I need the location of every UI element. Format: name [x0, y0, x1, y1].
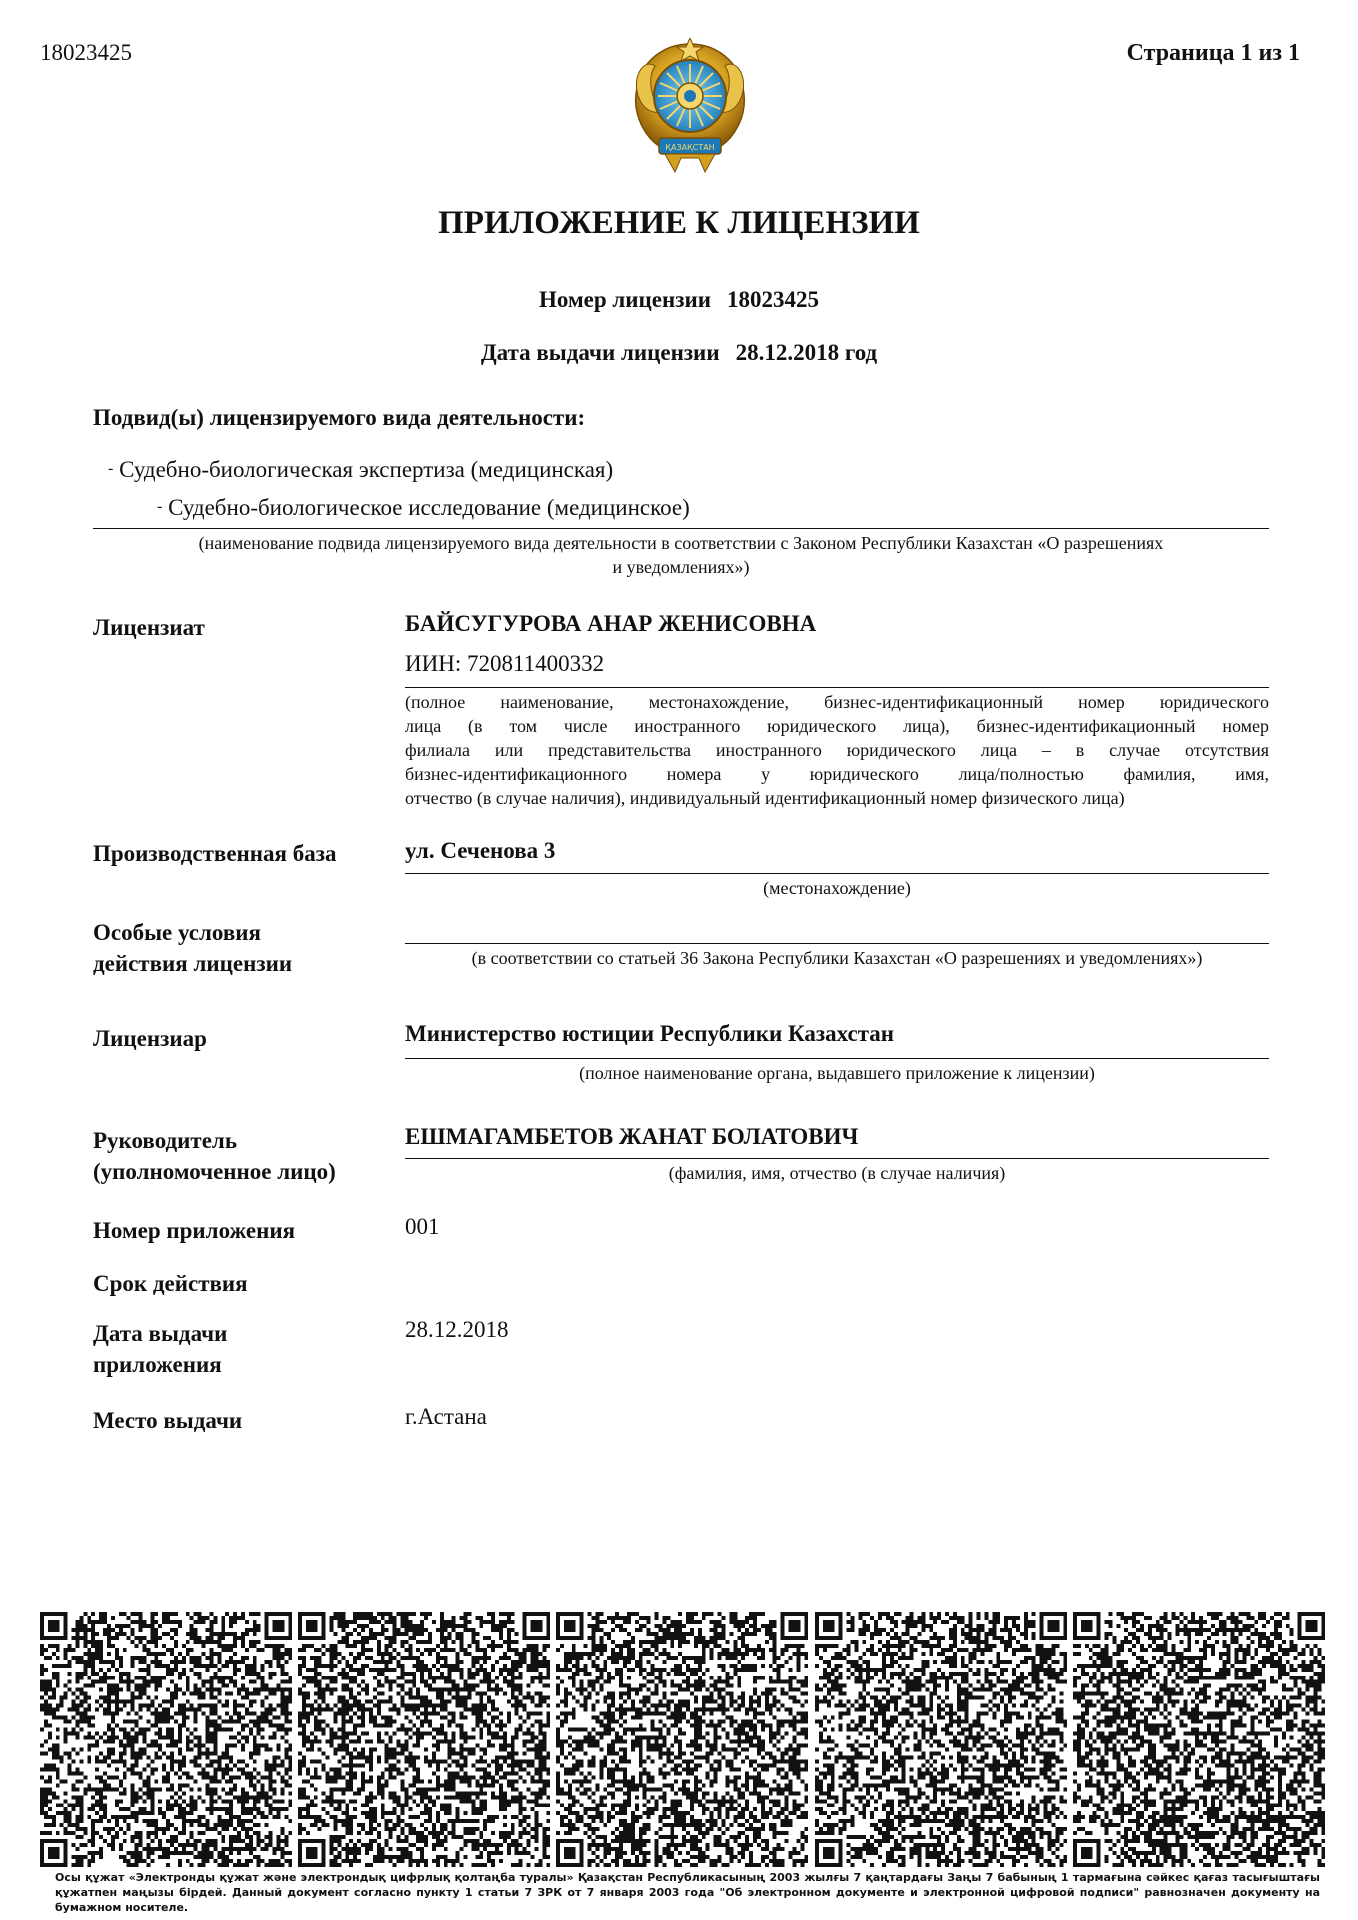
licensor-value: Министерство юстиции Республики Казахстан — [405, 1021, 895, 1046]
special-conditions-label: Особые условия действия лицензии — [93, 920, 293, 976]
subtype-item: - Судебно-биологическая экспертиза (медицинская) — [108, 457, 614, 482]
document-title: ПРИЛОЖЕНИЕ К ЛИЦЕНЗИИ — [438, 205, 920, 241]
head-label: Руководитель (уполномоченное лицо) — [93, 1128, 336, 1184]
qr-code-icon — [815, 1612, 1067, 1867]
svg-text:ҚАЗАҚСТАН: ҚАЗАҚСТАН — [665, 143, 715, 152]
license-number-label: Номер лицензии — [539, 287, 711, 312]
divider — [405, 687, 1269, 688]
appendix-number-label: Номер приложения — [93, 1218, 296, 1243]
production-base-label: Производственная база — [93, 841, 337, 866]
qr-code-icon — [298, 1612, 550, 1867]
special-conditions-note: (в соответствии со статьей 36 Закона Республики Казахстан «О разрешениях и уведомлениях») — [471, 948, 1203, 968]
head-value: ЕШМАГАМБЕТОВ ЖАНАТ БОЛАТОВИЧ — [405, 1124, 859, 1149]
appendix-date-value: 28.12.2018 — [405, 1317, 509, 1342]
divider — [93, 528, 1269, 529]
license-number-line — [0, 287, 1358, 313]
license-number-value: 18023425 — [726, 287, 819, 312]
qr-code-strip — [40, 1612, 1325, 1867]
qr-code-icon — [40, 1612, 292, 1867]
license-date-value: 28.12.2018 год — [735, 340, 878, 365]
license-date-line — [0, 340, 1358, 366]
footer-legal-note: Осы құжат «Электронды құжат және электрондық цифрлық қолтаңба туралы» Қазақстан Республикасының 2003 жылғы 7 қаңтардағы Заңы 7 бабының 1 тармағына сәйкес қағаз тасығыштағы құжатпен маңызы бірдей. Данный документ согласно пункту 1 статьи 7 ЗРК от 7 января 2003 года "Об электронном документе и электронной цифровой подписи" равнозначен документу на бумажном носителе. — [55, 1871, 1321, 1914]
issue-place-label: Место выдачи — [93, 1408, 243, 1433]
licensor-label: Лицензиар — [93, 1026, 207, 1051]
divider — [405, 943, 1269, 944]
licensee-note: (полное наименование, местонахождение, бизнес-идентификационный номер юридического лица (в том числе иностранного юридического лица), бизнес-идентификационный номер филиала или представительства иностранного юридического лица – в случае отсутствия бизнес-идентификационного номера у юридического лица/полностью фамилия, имя, отчество (в случае наличия), индивидуальный идентификационный номер физического лица) — [405, 692, 1269, 808]
issue-place-value: г.Астана — [405, 1404, 487, 1429]
licensee-iin: ИИН: 720811400332 — [405, 651, 605, 676]
production-base-note: (местонахождение) — [763, 878, 911, 898]
page-indicator: Страница 1 из 1 — [1126, 40, 1300, 66]
production-base-value: ул. Сеченова 3 — [405, 838, 556, 863]
divider — [405, 873, 1269, 874]
qr-code-icon — [1073, 1612, 1325, 1867]
divider — [405, 1158, 1269, 1159]
document-number: 18023425 — [40, 40, 132, 65]
licensee-label: Лицензиат — [93, 615, 205, 640]
divider — [405, 1058, 1269, 1059]
validity-label: Срок действия — [93, 1271, 248, 1296]
appendix-number-value: 001 — [405, 1214, 440, 1239]
appendix-date-label: Дата выдачи приложения — [93, 1321, 228, 1377]
qr-code-icon — [556, 1612, 808, 1867]
licensor-note: (полное наименование органа, выдавшего приложение к лицензии) — [579, 1063, 1095, 1083]
kazakhstan-state-emblem-icon — [625, 38, 755, 178]
head-note: (фамилия, имя, отчество (в случае наличия) — [668, 1163, 1006, 1183]
subtypes-note: (наименование подвида лицензируемого вида деятельности в соответствии с Законом Республики Казахстан «О разрешениях и уведомлениях») — [198, 533, 1164, 577]
license-date-label: Дата выдачи лицензии — [480, 340, 720, 365]
licensee-name: БАЙСУГУРОВА АНАР ЖЕНИСОВНА — [405, 611, 817, 636]
subtype-item: - Судебно-биологическое исследование (медицинское) — [157, 495, 690, 520]
subtypes-heading: Подвид(ы) лицензируемого вида деятельности: — [93, 405, 586, 430]
